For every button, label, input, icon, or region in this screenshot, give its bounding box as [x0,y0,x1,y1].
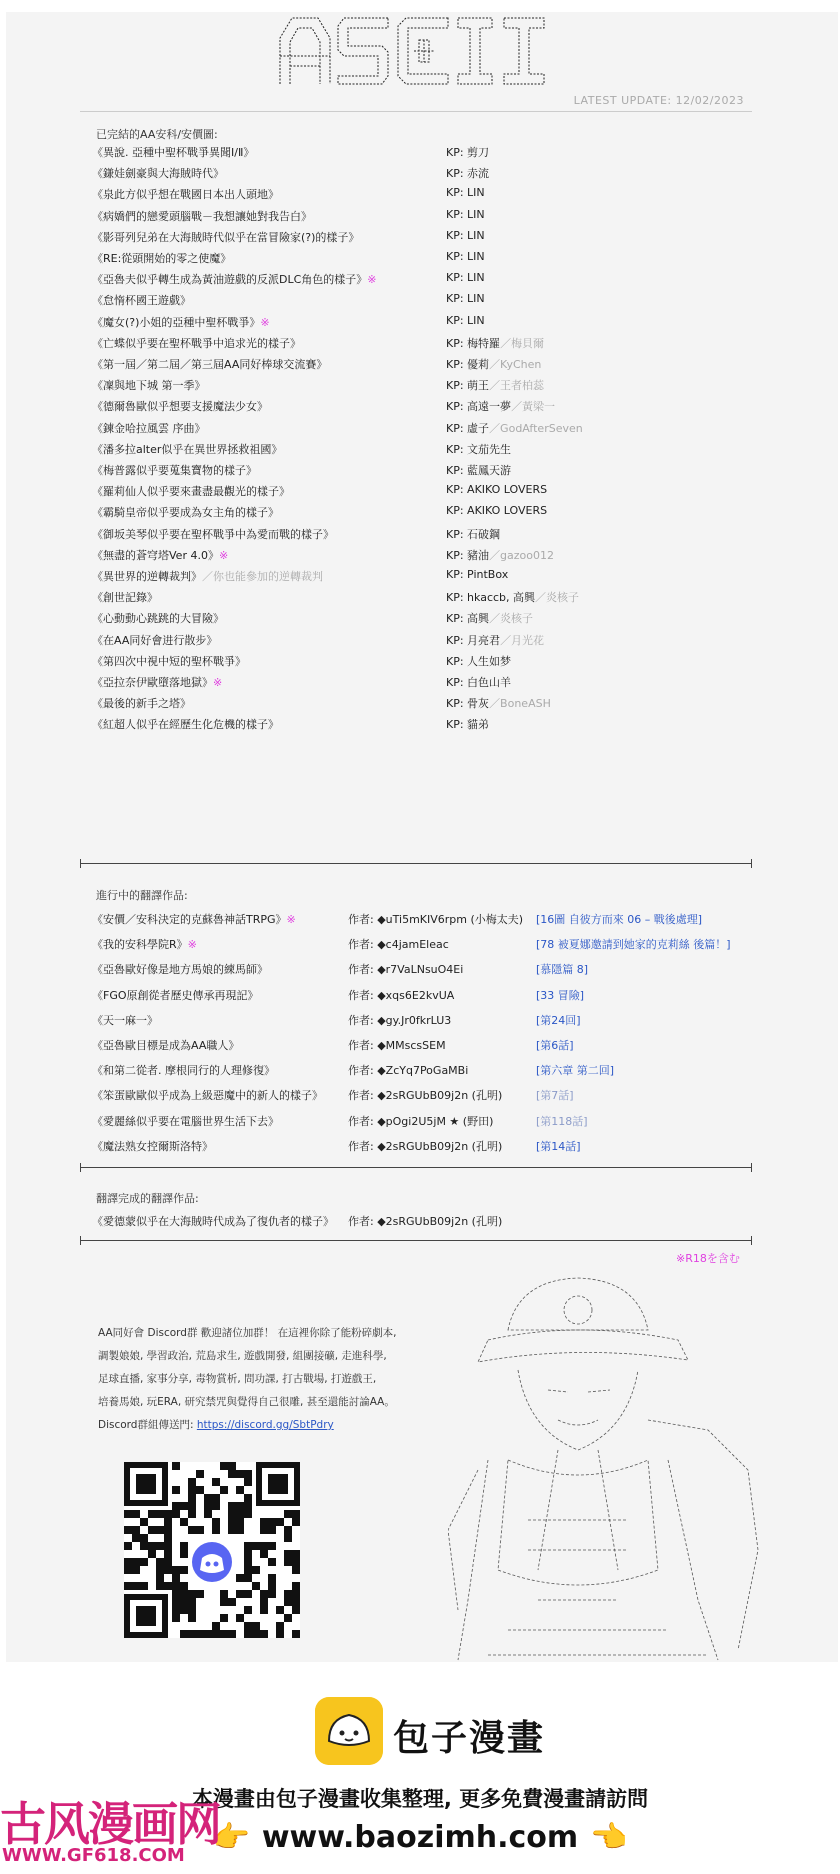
kp-name [446,568,508,581]
section-separator [80,1236,752,1246]
kp-text: KP: 剪刀 [446,146,490,159]
r18-mark: ※ [260,315,270,329]
watermark-name: 古风漫画网 [0,1797,220,1851]
discord-line: AA同好會 Discord群 歡迎諸位加群！ 在這裡你除了能粉碎劇本, [98,1327,397,1339]
kp-name [446,398,555,414]
list-item[interactable] [80,225,760,247]
list-item[interactable] [80,606,760,628]
list-item[interactable] [80,1058,760,1080]
work-title-text: 《異世界的逆轉裁判》 [92,570,202,583]
kp-text: KP: LIN [446,186,485,200]
footer-url-link[interactable]: www.baozimh.com [261,1820,579,1855]
kp-name [446,250,485,263]
work-title [92,961,268,977]
work-title [92,1062,275,1078]
ascii-logo [278,16,548,86]
kp-name [446,504,547,517]
kp-name [446,356,541,372]
work-title [92,250,231,266]
work-title-alt: ／你也能參加的逆轉裁判 [202,570,323,583]
r18-mark: ※ [213,676,223,689]
work-title-text: 《梅普露似乎要蒐集寶物的樣子》 [92,464,257,477]
work-title-text: 《RE:從頭開始的零之使魔》 [92,252,232,265]
discord-line: 培養馬娘, 玩ERA, 研究禁咒與覺得自己很雕, 甚至還能討論AA。 [98,1396,395,1408]
list-item[interactable] [80,649,760,671]
kp-text: KP: 藍鳳天游 [446,464,512,477]
list-item[interactable] [80,564,760,586]
footer-notice: 本漫畫由包子漫畫收集整理, 更多免費漫畫請訪問 [191,1787,649,1811]
work-title-text: 《影哥列兒弟在大海賊時代似乎在當冒險家(?)的樣子》 [92,230,360,244]
work-author: 作者: ◆2sRGUbB09j2n (孔明) [348,1215,503,1228]
work-title-text: 《最後的新手之塔》 [92,697,191,711]
work-author: 作者: ◆gy.Jr0fkrLU3 [348,1013,452,1027]
work-title-text: 《病嬌們的戀愛頭腦戰－我想讓她對我告白》 [92,209,312,223]
work-title-text: 《亞拉奈伊歐墮落地獄》 [92,676,213,689]
work-title [92,716,279,732]
work-title-text: 《第一屆／第二屆／第三屆AA同好棒球交流賽》 [92,358,328,371]
kp-alt: ／gazoo012 [489,548,555,562]
work-title [92,504,279,520]
kp-text: KP: 虛子 [446,421,490,435]
work-title [92,1138,213,1154]
kp-name [446,716,489,732]
section-separator [80,1163,752,1173]
kp-name [446,377,544,393]
kp-alt: ／梅貝爾 [500,336,545,350]
work-title [92,987,259,1003]
work-title [92,610,224,626]
list-item[interactable] [80,416,760,438]
work-title: 《愛德蒙似乎在大海賊時代成為了復仇者的樣子》 [92,1215,334,1228]
work-title-text: 《御坂美琴似乎要在聖杯戰爭中為愛而戰的樣子》 [92,527,334,541]
qr-code-icon[interactable] [124,1462,300,1638]
work-title [92,441,282,457]
list-item[interactable] [80,182,760,204]
discord-link[interactable]: https://discord.gg/SbtPdry [196,1419,334,1431]
progress-link[interactable]: [第24回] [536,1013,581,1027]
work-title-text: 《第四次中視中短的聖杯戰爭》 [92,654,246,668]
kp-name [446,483,547,496]
work-title [92,589,158,605]
work-author: 作者: ◆pOgi2U5jM ★ (野田) [348,1114,494,1128]
work-title [92,936,197,952]
r18-mark: ※ [367,273,377,287]
section-heading-completed: 已完結的AA安科/安價圖: [96,128,218,141]
work-title [92,653,246,669]
work-title [92,695,191,711]
list-item[interactable] [80,932,760,954]
list-item[interactable] [80,1008,760,1030]
work-title-text: 《安價／安科決定的克蘇魯神話TRPG》 [92,913,287,926]
kp-text: KP: 赤流 [446,167,490,181]
list-item[interactable] [80,522,760,544]
kp-text: KP: 文茄先生 [446,442,512,456]
kp-text: KP: 高遠一夢 [446,400,512,414]
progress-link[interactable]: [第6話] [536,1039,574,1052]
work-title [92,462,257,478]
work-author: 作者: ◆uTi5mKIV6rpm (小梅太夫) [348,913,524,926]
work-author: 作者: ◆2sRGUbB09j2n (孔明) [348,1089,503,1103]
list-item[interactable] [80,500,760,522]
r18-mark: ※ [286,913,296,926]
section-heading-ongoing: 進行中的翻譯作品: [96,889,188,902]
discord-line: 足球直播, 家事分享, 毒物賞析, 問功課, 打古戰場, 打遊戲王, [98,1373,377,1385]
work-title-text: 《怠惰杯國王遊戲》 [92,294,191,308]
baozi-brand-name: 包子漫畫 [393,1718,546,1759]
work-title [92,674,222,690]
progress-link[interactable]: [78 被夏娜邀請到她家的克莉絲 後篇！] [536,938,731,952]
kp-text: KP: AKIKO LOVERS [446,504,548,518]
ascii-art-figure [448,1270,764,1662]
kp-text: KP: LIN [446,228,485,242]
r18-mark: ※ [218,548,229,562]
kp-name [446,335,544,351]
section-separator [80,859,752,869]
discord-link-row [98,1414,428,1437]
work-title-text: 《笨蛋歐歐似乎成為上級惡魔中的新人的樣子》 [92,1089,323,1103]
kp-name [446,208,485,221]
work-title-text: 《創世記錄》 [92,591,158,605]
list-item[interactable] [80,585,760,607]
baozi-logo-icon [315,1697,383,1765]
progress-link[interactable]: [第118話] [536,1114,588,1128]
kp-alt: ／炎核子 [535,591,580,605]
work-title-text: 《亞魯歐好像是地方馬娘的練馬師》 [92,963,268,977]
discord-line: 調製娘娘, 學習政治, 荒島求生, 遊戲開發, 組團接礦, 走進科學, [98,1350,387,1362]
list-item[interactable] [80,1083,760,1105]
work-title [92,632,217,648]
kp-text: KP: 月亮君 [446,633,501,647]
kp-text: KP: AKIKO LOVERS [446,483,548,497]
kp-text: KP: 石破鋼 [446,527,501,541]
kp-alt: ／KyChen [489,358,542,371]
work-title-text: 《羅莉仙人似乎要來畫盡最觀光的樣子》 [92,485,290,499]
list-item[interactable] [80,246,760,268]
work-author: 作者: ◆MMscsSEM [348,1039,446,1052]
kp-name [446,632,544,648]
work-title-text: 《德爾魯歐似乎想要支援魔法少女》 [92,400,268,414]
list-item[interactable] [80,1209,760,1231]
work-title-text: 《天一麻一》 [92,1013,158,1027]
kp-alt: ／月光花 [500,633,545,647]
work-title [92,165,224,181]
list-item[interactable] [80,712,760,734]
kp-name [446,462,511,478]
list-item[interactable] [80,1134,760,1156]
kp-name [446,589,579,605]
work-title-text: 《霸騎皇帝似乎要成為女主角的樣子》 [92,506,279,520]
kp-alt: ／BoneASH [489,697,551,711]
discord-link-label: Discord群組傳送門: [98,1419,194,1431]
list-item[interactable] [80,1033,760,1055]
kp-text: KP: 梅特羅 [446,336,501,350]
list-item[interactable] [80,691,760,713]
work-title [92,526,334,542]
work-title [92,186,279,202]
kp-name [446,441,511,457]
work-title-text: 《凜與地下城 第一季》 [92,379,206,393]
divider [80,111,752,112]
work-title [92,356,327,372]
work-title-text: 《潘多拉alter似乎在異世界拯救祖國》 [92,442,283,456]
work-title [92,483,290,499]
kp-alt: ／王者柏蕊 [489,379,545,393]
work-title-text: 《鍊金哈拉風雲 序曲》 [92,421,206,435]
list-item[interactable] [80,310,760,332]
work-title-text: 《愛麗絲似乎要在電腦世界生活下去》 [92,1114,279,1128]
work-title-text: 《魔法熟女控爾斯洛特》 [92,1139,213,1153]
work-title-text: 《亞魯歐目標是成為AA職人》 [92,1039,240,1052]
kp-text: KP: 骨灰 [446,697,490,711]
list-item[interactable] [80,437,760,459]
list-item[interactable] [80,1109,760,1131]
work-title-text: 《紅超人似乎在經歷生化危機的樣子》 [92,718,279,732]
kp-text: KP: hkaccb, 高興 [446,591,536,605]
list-item[interactable] [80,479,760,501]
kp-name [446,271,485,284]
work-title-text: 《亞魯夫似乎轉生成為黃油遊戲的反派DLC角色的樣子》 [92,273,368,287]
work-title-text: 《和第二從者. 摩根同行的人理修復》 [92,1064,275,1078]
work-title-text: 《FGO原創從者歷史傳承再現記》 [92,988,259,1002]
kp-alt: ／炎核子 [489,612,534,626]
list-item[interactable] [80,628,760,650]
work-title [92,271,377,287]
work-title [92,335,301,351]
section-heading-finished: 翻譯完成的翻譯作品: [96,1192,199,1205]
work-title [92,1087,323,1103]
work-title-text: 《異說. 亞種中聖杯戰爭異聞Ⅰ/Ⅱ》 [92,146,255,159]
kp-text: KP: 豬油 [446,548,490,562]
work-title [92,911,296,927]
list-item[interactable] [80,670,760,692]
work-title [92,1012,158,1028]
work-title-text: 《無盡的蒼穹塔Ver 4.0》 [92,548,219,562]
work-title [92,377,206,393]
kp-name [446,610,533,626]
kp-name [446,314,485,327]
watermark-url: WWW.GF618.COM [2,1845,185,1866]
kp-text: KP: 人生如梦 [446,654,512,668]
progress-link[interactable]: [第六章 第二回] [536,1064,615,1078]
work-title [92,144,254,160]
work-title [92,1113,279,1129]
list-item[interactable] [80,373,760,395]
latest-update: LATEST UPDATE: 12/02/2023 [573,94,744,107]
r18-mark: ※ [187,938,197,952]
kp-name [446,526,500,542]
work-title-text: 《魔女(?)小姐的亞種中聖杯戰爭》 [92,315,261,329]
work-title [92,547,228,563]
work-title-text: 《鎌娃劍豪與大海賊時代》 [92,167,224,181]
work-title [92,398,268,414]
pointing-hand-icon: 👉 [212,1820,250,1855]
list-item[interactable] [80,204,760,226]
kp-text: KP: 白色山羊 [446,676,512,689]
kp-alt: ／GodAfterSeven [489,421,583,435]
progress-link[interactable]: [33 冒險] [536,988,585,1002]
kp-name [446,165,489,181]
work-title-text: 《我的安科學院R》 [92,938,188,952]
progress-link[interactable]: [16圖 自彼方而來 06 – 戰後處理] [536,913,703,926]
kp-name [446,674,511,690]
work-title-text: 《亡蝶似乎要在聖杯戰爭中追求光的樣子》 [92,336,301,350]
list-item[interactable] [80,161,760,183]
work-title [92,292,191,308]
kp-name [446,420,583,436]
work-title-text: 《泉此方似乎想在戰國日本出人頭地》 [92,188,279,202]
list-item[interactable] [80,394,760,416]
list-item[interactable] [80,957,760,979]
kp-text: KP: LIN [446,313,485,327]
kp-text: KP: LIN [446,292,485,306]
work-title [92,1037,239,1053]
list-item[interactable] [80,907,760,929]
work-title [92,208,312,224]
kp-name [446,547,554,563]
kp-text: KP: 高興 [446,612,490,626]
list-item[interactable] [80,331,760,353]
kp-text: KP: LIN [446,271,485,285]
work-author: 作者: ◆ZcYq7PoGaMBi [348,1064,469,1078]
list-item[interactable] [80,543,760,565]
kp-text: KP: LIN [446,250,485,263]
progress-link[interactable]: [第14話] [536,1139,581,1153]
kp-text: KP: PintBox [446,568,509,581]
list-item[interactable] [80,288,760,310]
progress-link[interactable]: [第7話] [536,1089,574,1103]
kp-name [446,186,485,199]
work-author: 作者: ◆c4jamEleac [348,938,449,952]
kp-name [446,292,485,305]
work-title [92,314,270,330]
pointing-hand-icon: 👈 [590,1820,628,1855]
kp-text: KP: 貓弟 [446,718,490,732]
work-author: 作者: ◆xqs6E2kvUA [348,988,455,1002]
discord-info [98,1322,428,1437]
progress-link[interactable]: [慕隱篇 8] [536,963,589,977]
work-title [92,420,206,436]
kp-name [446,229,485,242]
work-title-text: 《在AA同好會进行散步》 [92,633,218,647]
list-item[interactable] [80,267,760,289]
kp-name [446,144,489,160]
kp-text: KP: 優莉 [446,358,490,371]
work-title-text: 《心動動心跳跳的大冒險》 [92,612,224,626]
kp-text: KP: 萌王 [446,379,490,393]
work-author: 作者: ◆r7VaLNsuO4Ei [348,963,464,977]
list-item[interactable] [80,140,760,162]
list-item[interactable] [80,983,760,1005]
kp-text: KP: LIN [446,207,485,221]
work-title [92,568,323,584]
list-item[interactable] [80,352,760,374]
kp-name [446,653,511,669]
r18-note: ※R18を含む [676,1252,740,1265]
list-item[interactable] [80,458,760,480]
work-title [92,229,359,245]
kp-name [446,695,551,711]
work-author: 作者: ◆2sRGUbB09j2n (孔明) [348,1139,503,1153]
kp-alt: ／黃梁一 [511,400,556,414]
